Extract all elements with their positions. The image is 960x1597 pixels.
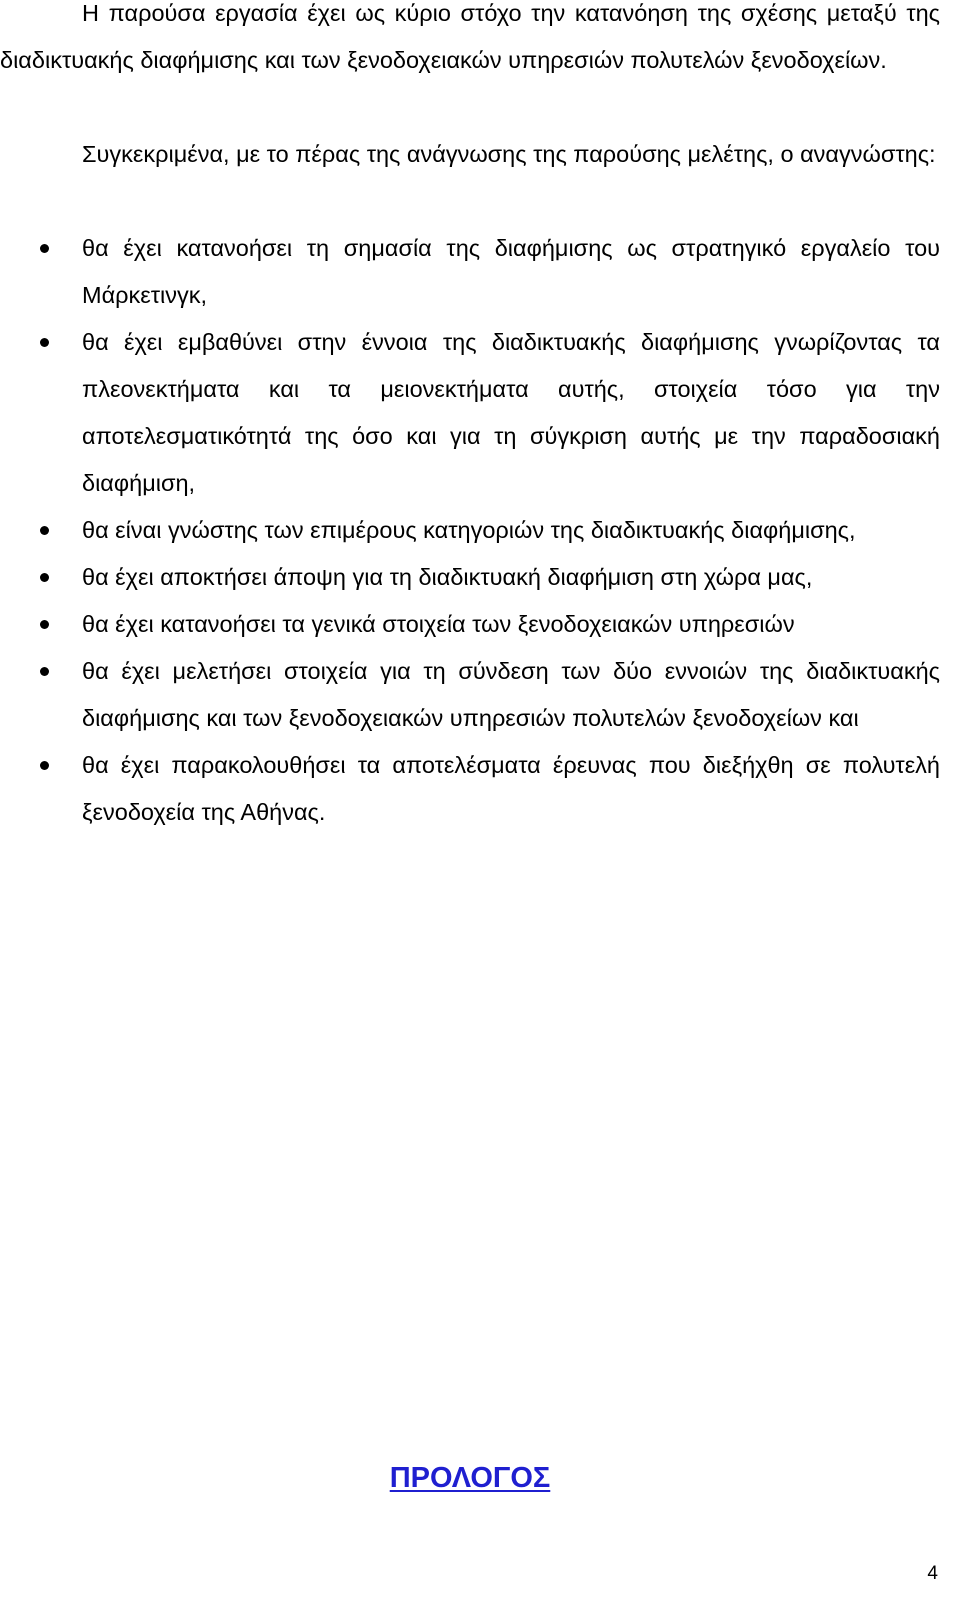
list-item-text: θα έχει μελετήσει στοιχεία για τη σύνδεση των δύο εννοιών της διαδικτυακής διαφήμισης και των ξενοδοχειακών υπηρεσιών πολυτελών ξενοδοχείων και [82, 658, 940, 731]
objectives-list [0, 225, 940, 836]
list-item-text: θα έχει εμβαθύνει στην έννοια της διαδικτυακής διαφήμισης γνωρίζοντας τα πλεονεκτήματα και τα μειονεκτήματα αυτής, στοιχεία τόσο για την αποτελεσματικότητά της όσο και για τη σύγκριση αυτής με την παραδοσιακή διαφήμιση, [82, 329, 940, 496]
bullet-dot-icon [40, 761, 49, 770]
bullet-dot-icon [40, 620, 49, 629]
page-number: 4 [927, 1563, 938, 1584]
intro-paragraph: Η παρούσα εργασία έχει ως κύριο στόχο την κατανόηση της σχέσης μεταξύ της διαδικτυακής διαφήμισης και των ξενοδοχειακών υπηρεσιών πολυτελών ξενοδοχείων. [0, 0, 940, 73]
list-item [0, 742, 940, 836]
list-item [0, 601, 940, 648]
list-item-text: θα είναι γνώστης των επιμέρους κατηγοριών της διαδικτυακής διαφήμισης, [82, 517, 856, 543]
bullet-dot-icon [40, 244, 49, 253]
bullet-dot-icon [40, 667, 49, 676]
list-item [0, 225, 940, 319]
list-item-text: θα έχει κατανοήσει τα γενικά στοιχεία των ξενοδοχειακών υπηρεσιών [82, 611, 795, 637]
section-heading-link[interactable]: ΠΡΟΛΟΓΟΣ [389, 1462, 551, 1494]
list-item [0, 507, 940, 554]
bullet-dot-icon [40, 338, 49, 347]
list-item [0, 554, 940, 601]
list-item-text: θα έχει αποκτήσει άποψη για τη διαδικτυακή διαφήμιση στη χώρα μας, [82, 564, 813, 590]
list-item [0, 319, 940, 507]
lead-paragraph: Συγκεκριμένα, με το πέρας της ανάγνωσης της παρούσης μελέτης, ο αναγνώστης: [82, 141, 936, 167]
list-item [0, 648, 940, 742]
list-item-text: θα έχει παρακολουθήσει τα αποτελέσματα έρευνας που διεξήχθη σε πολυτελή ξενοδοχεία της Αθήνας. [82, 752, 940, 825]
bullet-dot-icon [40, 526, 49, 535]
bullet-dot-icon [40, 573, 49, 582]
list-item-text: θα έχει κατανοήσει τη σημασία της διαφήμισης ως στρατηγικό εργαλείο του Μάρκετινγκ, [82, 235, 940, 308]
